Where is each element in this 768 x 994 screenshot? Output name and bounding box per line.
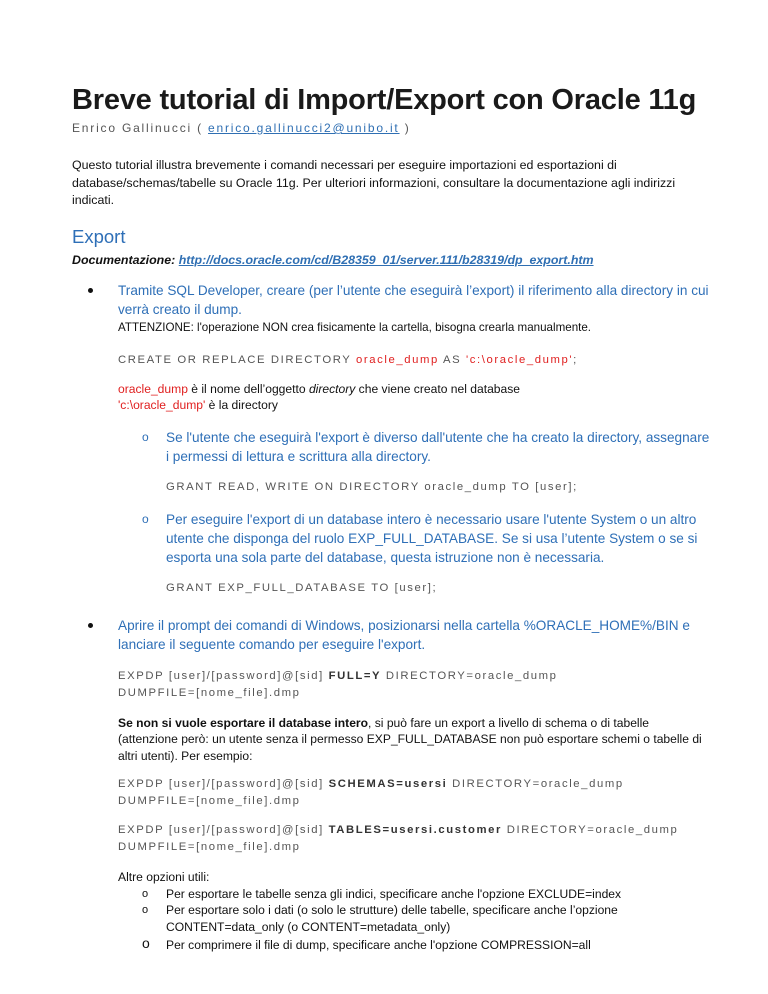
- code-keyword: CREATE OR REPLACE DIRECTORY: [118, 353, 356, 366]
- sub-bullet-text: Se l'utente che eseguirà l'export è diverso dall'utente che ha creato la directory, assegnare i permessi di lettura e scrittura alla directory.: [166, 429, 710, 464]
- code-expdp-schemas: [72, 776, 712, 810]
- explain-text: è la directory: [205, 398, 278, 412]
- code-text: DIRECTORY=oracle_dump: [502, 824, 679, 836]
- explain-term: 'c:\oracle_dump': [118, 398, 206, 412]
- schema-export-paragraph: [72, 715, 712, 765]
- documentation-separator: :: [171, 252, 179, 267]
- bullet-text: Tramite SQL Developer, creare (per l’utente che eseguirà l’export) il riferimento alla directory in cui verrà creato il dump.: [118, 282, 709, 317]
- circle-bullet-icon: o: [142, 511, 149, 526]
- code-expdp-tables: [72, 822, 712, 856]
- bullet-text: Aprire il prompt dei comandi di Windows, posizionarsi nella cartella %ORACLE_HOME%/BIN e lanciare il seguente comando per eseguire l'export.: [118, 617, 690, 652]
- code-create-directory: [72, 352, 712, 369]
- code-text: DIRECTORY=oracle_dump: [381, 669, 558, 682]
- code-keyword: AS: [438, 353, 466, 366]
- code-bold: SCHEMAS=usersi: [328, 778, 448, 790]
- code-text: EXPDP [user]/[password]@[sid]: [118, 824, 329, 836]
- author-name: Enrico Gallinucci (: [72, 121, 209, 135]
- circle-bullet-icon: o: [142, 935, 150, 951]
- explain-line-2: [72, 397, 712, 414]
- code-line: DUMPFILE=[nome_file].dmp: [118, 686, 301, 699]
- explain-italic: directory: [308, 381, 356, 396]
- code-highlight: 'c:\oracle_dump': [466, 353, 574, 366]
- code-grant-read-write: GRANT READ, WRITE ON DIRECTORY oracle_dump TO [user];: [166, 480, 578, 493]
- circle-bullet-icon: o: [142, 429, 149, 444]
- intro-paragraph: Questo tutorial illustra brevemente i comandi necessari per eseguire importazioni ed esportazioni di database/schemas/tabelle su Oracle 11g. Per ulteriori informazioni, consultare la documentazione agli indirizzi indicati.: [72, 158, 676, 207]
- code-expdp-full: [72, 668, 712, 702]
- code-highlight: oracle_dump: [355, 353, 439, 366]
- page-title: Breve tutorial di Import/Export con Oracle 11g: [72, 84, 697, 116]
- code-punct: ;: [573, 353, 578, 366]
- document-page: [72, 82, 712, 954]
- explain-line-1: [72, 381, 712, 398]
- documentation-link[interactable]: http://docs.oracle.com/cd/B28359_01/server.111/b28319/dp_export.htm: [178, 252, 594, 267]
- list-item: [72, 616, 712, 654]
- author-suffix: ): [399, 121, 411, 135]
- list-item: [72, 281, 712, 319]
- warning-note: ATTENZIONE: l'operazione NON crea fisicamente la cartella, bisogna crearla manualmente.: [118, 320, 592, 334]
- code-line: DUMPFILE=[nome_file].dmp: [118, 795, 301, 807]
- para-text: , si può fare un export a livello di schema o di tabelle (attenzione però: un utente senza il permesso EXP_FULL_DATABASE non può esportare schemi o tabelle di altri utenti). Per esempio:: [118, 715, 702, 763]
- code-bold: TABLES=usersi.customer: [328, 824, 502, 836]
- code-line: DUMPFILE=[nome_file].dmp: [118, 841, 301, 853]
- documentation-label: Documentazione: [72, 252, 172, 267]
- circle-bullet-icon: o: [142, 904, 149, 916]
- code-line: [118, 822, 712, 839]
- circle-bullet-icon: o: [142, 887, 149, 900]
- code-bold: FULL=Y: [328, 669, 382, 682]
- list-item: [72, 510, 712, 567]
- sub-bullet-text: Per eseguire l'export di un database intero è necessario usare l'utente System o un altro utente che disponga del ruolo EXP_FULL_DATABASE. Se si usa l’utente System o se si esporta una sola parte del database, questa istruzione non è necessaria.: [166, 511, 698, 565]
- bullet-icon: [88, 623, 93, 628]
- options-label: Altre opzioni utili:: [118, 870, 210, 884]
- code-line: [118, 668, 712, 685]
- option-text: Per esportare solo i dati (o solo le strutture) delle tabelle, specificare anche l’opzione CONTENT=data_only (o CONTENT=metadata_only): [166, 903, 618, 934]
- list-item: [72, 937, 712, 954]
- para-bold: Se non si vuole esportare il database intero: [118, 715, 369, 730]
- explain-text: che viene creato nel database: [355, 381, 521, 396]
- code-text: DIRECTORY=oracle_dump: [447, 778, 624, 790]
- author-line: [72, 120, 712, 137]
- list-item: [72, 886, 712, 903]
- list-item: [72, 902, 712, 935]
- code-text: EXPDP [user]/[password]@[sid]: [118, 669, 329, 682]
- option-text: Per esportare le tabelle senza gli indici, specificare anche l'opzione EXCLUDE=index: [166, 886, 622, 901]
- author-email-link[interactable]: enrico.gallinucci2@unibo.it: [208, 121, 400, 135]
- code-text: EXPDP [user]/[password]@[sid]: [118, 778, 329, 790]
- documentation-line: [72, 252, 712, 269]
- bullet-icon: [88, 288, 93, 293]
- explain-text: è il nome dell’oggetto: [187, 381, 309, 396]
- section-heading-export: Export: [72, 225, 126, 247]
- option-text: Per comprimere il file di dump, specificare anche l'opzione COMPRESSION=all: [166, 938, 591, 952]
- explain-term: oracle_dump: [118, 381, 188, 396]
- code-line: [118, 776, 712, 793]
- code-grant-exp-full: GRANT EXP_FULL_DATABASE TO [user];: [166, 581, 438, 594]
- list-item: [72, 428, 712, 466]
